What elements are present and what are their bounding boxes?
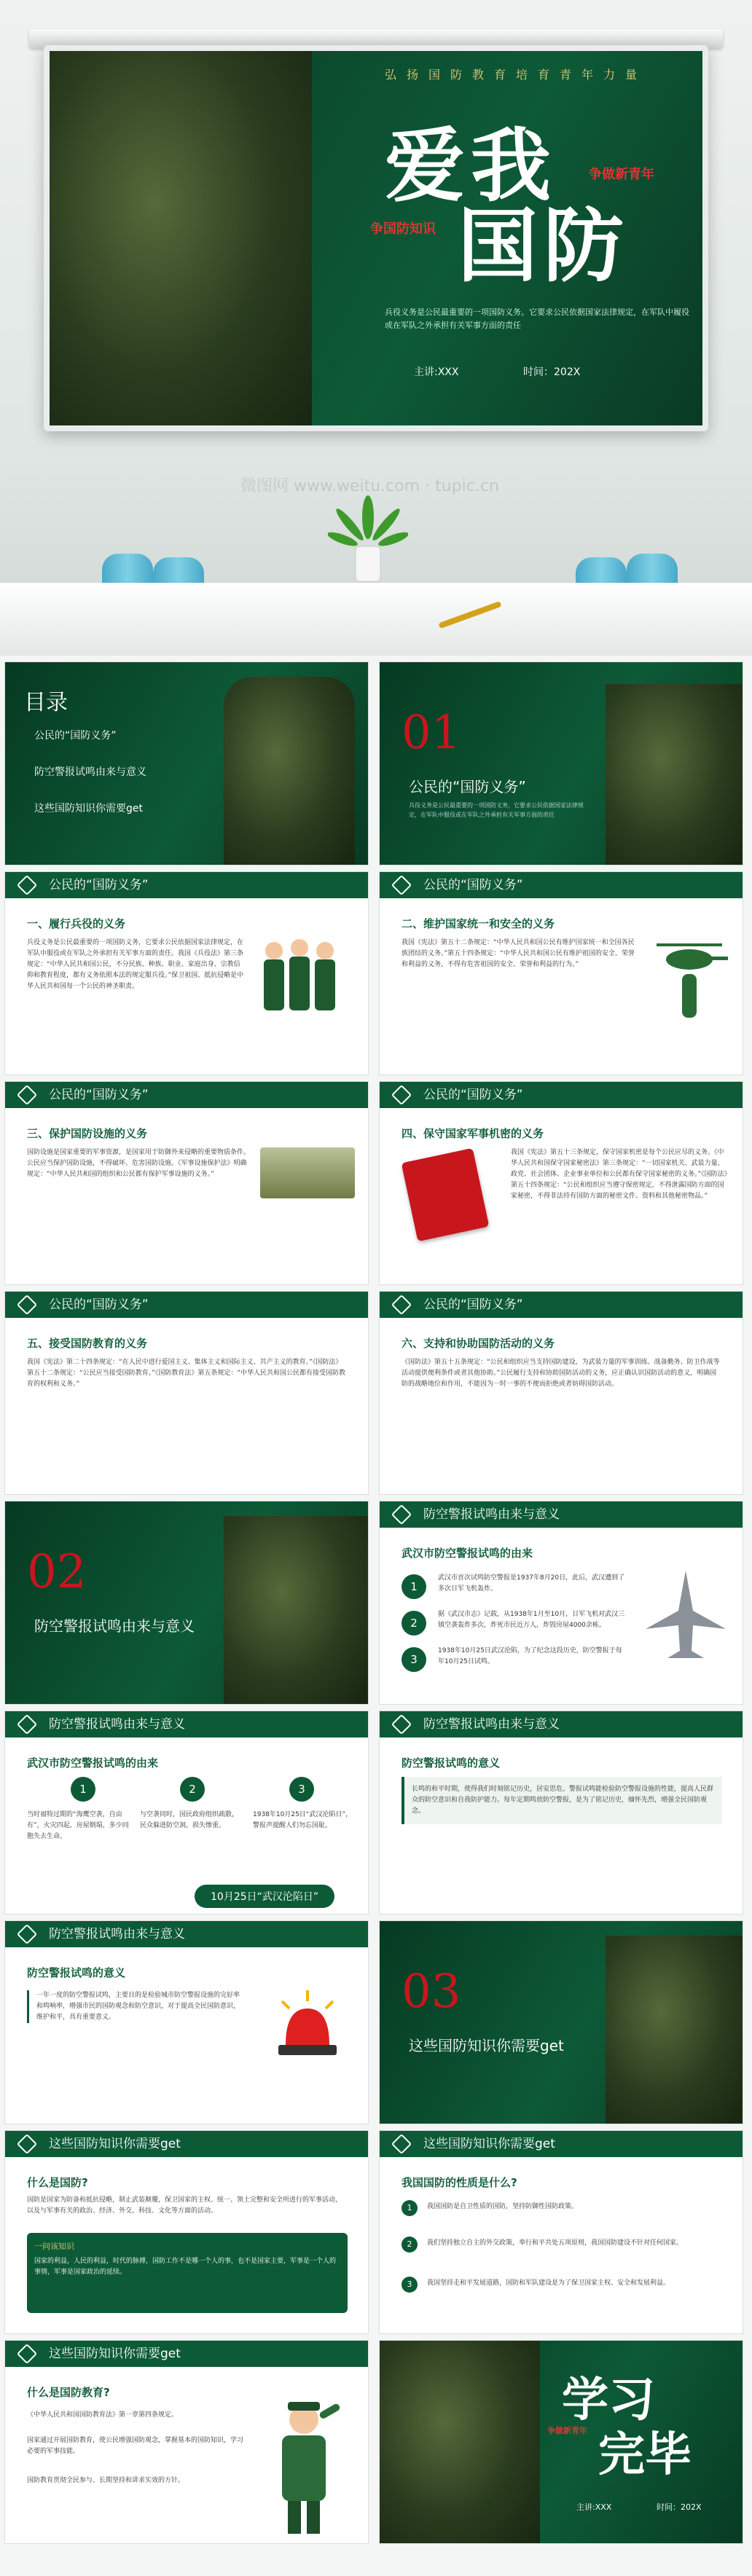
hero-title-a: 爱我 xyxy=(385,119,557,213)
slide-header: 公民的“国防义务” xyxy=(5,1292,368,1318)
slide-duty-6 xyxy=(379,1291,743,1495)
diamond-icon xyxy=(17,1085,37,1105)
toc-title: 目录 xyxy=(24,690,68,715)
diamond-icon xyxy=(17,1924,37,1944)
step-badge-3: 3 xyxy=(402,1647,426,1672)
slide-subtitle: 五、接受国防教育的义务 xyxy=(27,1337,148,1350)
slide-header: 公民的“国防义务” xyxy=(5,1082,368,1108)
hero-red-tag1: 争做新青年 xyxy=(589,167,654,182)
alarm-point-2: 据《武汉市志》记载，从1938年1月至10月，日军飞机对武汉三镇空袭轰炸多次，炸死市民近万人，炸毁房屋4000余栋。 xyxy=(438,1611,625,1629)
slide-section-2 xyxy=(4,1501,369,1705)
end-title-a: 学习 xyxy=(562,2373,655,2427)
slide-alarm-3 xyxy=(379,1711,743,1915)
info-box xyxy=(27,2233,348,2313)
slide-duty-1 xyxy=(4,871,369,1075)
soldier-photo xyxy=(50,51,312,430)
step-badge-3: 3 xyxy=(289,1777,314,1802)
slide-end xyxy=(379,2340,743,2544)
soldiers-icon xyxy=(253,930,348,1025)
projection-screen xyxy=(44,45,708,431)
section-desc: 兵役义务是公民最重要的一项国防义务，它要求公民依据国家法律规定，在军队中服役或在军队之外承担有关军事方面的责任 xyxy=(409,802,584,818)
hero-title-b: 国防 xyxy=(458,200,630,293)
slide-header: 这些国防知识你需要get xyxy=(380,2131,743,2157)
step-badge-1: 1 xyxy=(402,1574,426,1599)
slide-duty-4 xyxy=(379,1081,743,1285)
end-title-b: 完毕 xyxy=(598,2428,692,2482)
hero-red-tag2: 争国防知识 xyxy=(370,221,436,237)
diamond-icon xyxy=(391,1085,412,1105)
meeting-table xyxy=(0,583,752,656)
slide-text: 我国《宪法》第五十二条规定：“中华人民共和国公民有维护国家统一和全国各民族团结的义务。”第五十四条规定：“中华人民共和国公民有维护祖国的安全、荣誉和利益的义务，不得有危害祖国的安全、荣誉和利益的行为。” xyxy=(402,939,635,968)
info-box-text: 国家的利益，人民的利益，时代的脉搏，国防工作不是哪一个人的事，也不是国家主要，军事是一个人的事情，军事是国家政治的延续。 xyxy=(34,2258,337,2276)
soldier-photo xyxy=(224,1516,369,1705)
info-box-title: 一问该知识 xyxy=(34,2242,74,2251)
slide-subtitle: 什么是国防? xyxy=(27,2176,88,2189)
alarm-point-1: 武汉市首次试鸣防空警报是1937年8月20日，此后，武汉遭到了多次日军飞机轰炸。 xyxy=(438,1574,625,1593)
slide-text: 国防设施是国家重要的军事资源，是国家用于防御外来侵略的重要物质条件。公民应当保护国防设施，不得破坏、危害国防设施。《军事设施保护法》明确规定：“中华人民共和国的组织和公民都有保护军事设施的义务。” xyxy=(27,1149,251,1178)
slide-text: 兵役义务是公民最重要的一项国防义务，它要求公民依据国家法律规定，在军队中服役或在军队之外承担有关军事方面的责任。我国《兵役法》第三条规定：“中华人民共和国公民，不分民族、种族、职业、家庭出身、宗教信仰和教育程度，都有义务依照本法的规定服兵役。”保卫祖国、抵抗侵略是中华人民共和国每一个公民的神圣职责。 xyxy=(27,939,244,990)
saluting-soldier-icon xyxy=(260,2392,348,2537)
jet-icon xyxy=(642,1567,729,1662)
toc-item-2[interactable]: 防空警报试鸣由来与意义 xyxy=(34,766,146,778)
watermark: 微图网 www.weitu.com · tupic.cn xyxy=(240,477,499,495)
toc-item-3[interactable]: 这些国防知识你需要get xyxy=(34,803,143,814)
slide-subtitle: 二、维护国家统一和安全的义务 xyxy=(402,917,555,930)
toc-item-1[interactable]: 公民的“国防义务” xyxy=(34,730,117,742)
end-host: 主讲:XXX xyxy=(576,2502,612,2512)
end-tag: 争做新青年 xyxy=(547,2426,587,2435)
diamond-icon xyxy=(17,1714,37,1735)
hero-section xyxy=(0,0,752,656)
slide-subtitle: 一、履行兵役的义务 xyxy=(27,917,126,930)
diamond-icon xyxy=(391,2134,412,2154)
slide-know-2 xyxy=(379,2130,743,2334)
slide-subtitle: 六、支持和协助国防活动的义务 xyxy=(402,1337,555,1350)
slide-header: 公民的“国防义务” xyxy=(5,872,368,898)
slide-subtitle: 三、保护国防设施的义务 xyxy=(27,1127,148,1140)
list-item: 我们坚持独立自主的外交政策，奉行和平共处五项原则，我国国防建设不针对任何国家。 xyxy=(427,2239,684,2247)
slide-header: 防空警报试鸣由来与意义 xyxy=(5,1921,368,1947)
slide-alarm-4 xyxy=(4,1920,369,2124)
slide-text: 《国防法》第五十五条规定：“公民和组织应当支持国防建设，为武装力量的军事训练、战备勤务、防卫作战等活动提供便利条件或者其他协助。”公民履行支持和协助国防活动的义务，应正确认识国防活动的意义，明确国防的战略地位和作用，不能因为一时一事的不便而拒绝或者妨碍国防活动。 xyxy=(402,1359,720,1388)
step-badge-1: 1 xyxy=(71,1777,95,1802)
section-title: 这些国防知识你需要get xyxy=(409,2037,564,2054)
slide-subtitle: 防空警报试鸣的意义 xyxy=(402,1756,501,1770)
slide-duty-5 xyxy=(4,1291,369,1495)
diamond-icon xyxy=(17,875,37,895)
plant-icon xyxy=(328,495,408,561)
slide-text: 长鸣的和平时期，使得我们时刻铭记历史，居安思危。警报试鸣能检验防空警报设施的性能，提高人民群众的防空意识和自我防护能力。每年定期鸣放防空警报，是为了铭记历史，缅怀先烈，增强全民国防观念。 xyxy=(402,1777,722,1824)
diamond-icon xyxy=(391,875,412,895)
hero-desc: 兵役义务是公民最重要的一项国防义务。它要求公民依据国家法律规定，在军队中履役或在军队之外承担有关军事方面的责任 xyxy=(385,307,689,330)
slide-text: 我国《宪法》第二十四条规定：“在人民中进行爱国主义、集体主义和国际主义、共产主义的教育。”《国防法》第五十二条规定：“公民应当接受国防教育。”《国防教育法》第五条规定：“中华人民共和国公民都有接受国防教育的权利和义务。” xyxy=(27,1359,345,1388)
step-badge-3: 3 xyxy=(402,2277,418,2293)
slide-subtitle: 防空警报试鸣的意义 xyxy=(27,1966,126,1979)
slide-header: 公民的“国防义务” xyxy=(380,1292,743,1318)
tank-photo xyxy=(260,1147,355,1198)
list-item: 我国国防是自卫性质的国防，坚持防御性国防政策。 xyxy=(427,2203,579,2210)
slide-header: 公民的“国防义务” xyxy=(380,872,743,898)
slide-header: 防空警报试鸣由来与意义 xyxy=(5,1711,368,1737)
slide-section-3 xyxy=(379,1920,743,2124)
soldier-photo xyxy=(606,684,743,865)
slide-subtitle: 我国国防的性质是什么? xyxy=(402,2176,517,2189)
diamond-icon xyxy=(391,1504,412,1525)
step-badge-2: 2 xyxy=(402,1611,426,1635)
list-item: 国家通过开展国防教育，使公民增强国防观念，掌握基本的国防知识，学习必要的军事技能。 xyxy=(27,2437,244,2455)
secret-book-icon xyxy=(402,1148,490,1241)
hero-kicker: 弘扬国防教育培育青年力量 xyxy=(385,68,648,82)
slide-text: 我国《宪法》第五十三条规定，保守国家机密是每个公民应尽的义务。《中华人民共和国保守国家秘密法》第三条规定：“一切国家机关、武装力量、政党、社会团体、企业事业单位和公民都有保守国家秘密的义务。”《国防法》第五十四条规定：“公民和组织应当遵守保密规定，不得泄露国防方面的国家秘密，不得非法持有国防方面的秘密文件、资料和其他秘密物品。” xyxy=(511,1149,728,1200)
section-number: 01 xyxy=(402,706,461,760)
diamond-icon xyxy=(17,2134,37,2154)
section-number: 02 xyxy=(27,1545,87,1599)
list-item: 国防教育贯彻全民参与、长期坚持和讲求实效的方针。 xyxy=(27,2477,185,2484)
soldier-photo xyxy=(224,677,355,865)
slide-text: 一年一度的防空警报试鸣，主要目的是检验城市防空警报设施的完好率和鸣响率，增强市民的国防观念和防空意识，对于提高全民国防意识，维护和平，具有重要意义。 xyxy=(27,1990,246,2023)
slide-toc xyxy=(4,661,369,865)
step-badge-2: 2 xyxy=(180,1777,205,1802)
slide-duty-3 xyxy=(4,1081,369,1285)
slide-subtitle: 武汉市防空警报试鸣的由来 xyxy=(402,1547,533,1560)
slide-header: 这些国防知识你需要get xyxy=(5,2131,368,2157)
helicopter-icon xyxy=(649,930,729,1025)
slide-header: 这些国防知识你需要get xyxy=(5,2341,368,2367)
slide-duty-2 xyxy=(379,871,743,1075)
slide-subtitle: 武汉市防空警报试鸣的由来 xyxy=(27,1756,159,1770)
slide-subtitle: 什么是国防教育? xyxy=(27,2386,110,2399)
slide-text: 国防是国家为防备和抵抗侵略，制止武装颠覆，保卫国家的主权、统一、领土完整和安全所进行的军事活动，以及与军事有关的政治、经济、外交、科技、文化等方面的活动。 xyxy=(27,2196,342,2215)
slide-section-1 xyxy=(379,661,743,865)
diamond-icon xyxy=(17,1295,37,1315)
diamond-icon xyxy=(391,1295,412,1315)
step-badge-2: 2 xyxy=(402,2237,418,2253)
alarm-card-1: 当时福特过期的“海鹰空袭，自由有”，火灾四起，房屋倒塌，多少同胞失去生命。 xyxy=(27,1811,129,1840)
section-title: 防空警报试鸣由来与意义 xyxy=(34,1617,195,1635)
step-badge-1: 1 xyxy=(402,2200,418,2216)
section-number: 03 xyxy=(402,1965,461,2019)
slide-know-1 xyxy=(4,2130,369,2334)
list-item: 《中华人民共和国国防教育法》第一章第四条规定。 xyxy=(27,2411,179,2419)
diamond-icon xyxy=(17,2344,37,2364)
slide-alarm-1 xyxy=(379,1501,743,1705)
soldier-photo xyxy=(380,2341,540,2544)
date-pill: 10月25日“武汉沦陷日” xyxy=(195,1885,334,1908)
soldier-photo xyxy=(606,1936,743,2124)
slide-subtitle: 四、保守国家军事机密的义务 xyxy=(402,1127,544,1140)
hero-time: 时间：202X xyxy=(523,366,581,378)
hero-host: 主讲:XXX xyxy=(414,366,459,378)
siren-icon xyxy=(267,1987,348,2067)
slide-header: 防空警报试鸣由来与意义 xyxy=(380,1501,743,1528)
alarm-card-2: 与空袭同时，国民政府组织疏散，民众躲进防空洞，损失惨重。 xyxy=(140,1811,239,1829)
diamond-icon xyxy=(391,1714,412,1735)
alarm-point-3: 1938年10月25日武汉沦陷，为了纪念这段历史，防空警报于每年10月25日试鸣。 xyxy=(438,1647,622,1665)
list-item: 我国坚持走和平发展道路，国防和军队建设是为了保卫国家主权、安全和发展利益。 xyxy=(427,2279,670,2287)
end-time: 时间：202X xyxy=(657,2502,702,2512)
slide-know-3 xyxy=(4,2340,369,2544)
section-title: 公民的“国防义务” xyxy=(409,778,526,796)
slide-header: 防空警报试鸣由来与意义 xyxy=(380,1711,743,1737)
slide-header: 公民的“国防义务” xyxy=(380,1082,743,1108)
slide-alarm-2 xyxy=(4,1711,369,1915)
alarm-card-3: 1938年10月25日“武汉沦陷日”，警报声提醒人们勿忘国耻。 xyxy=(253,1811,353,1829)
